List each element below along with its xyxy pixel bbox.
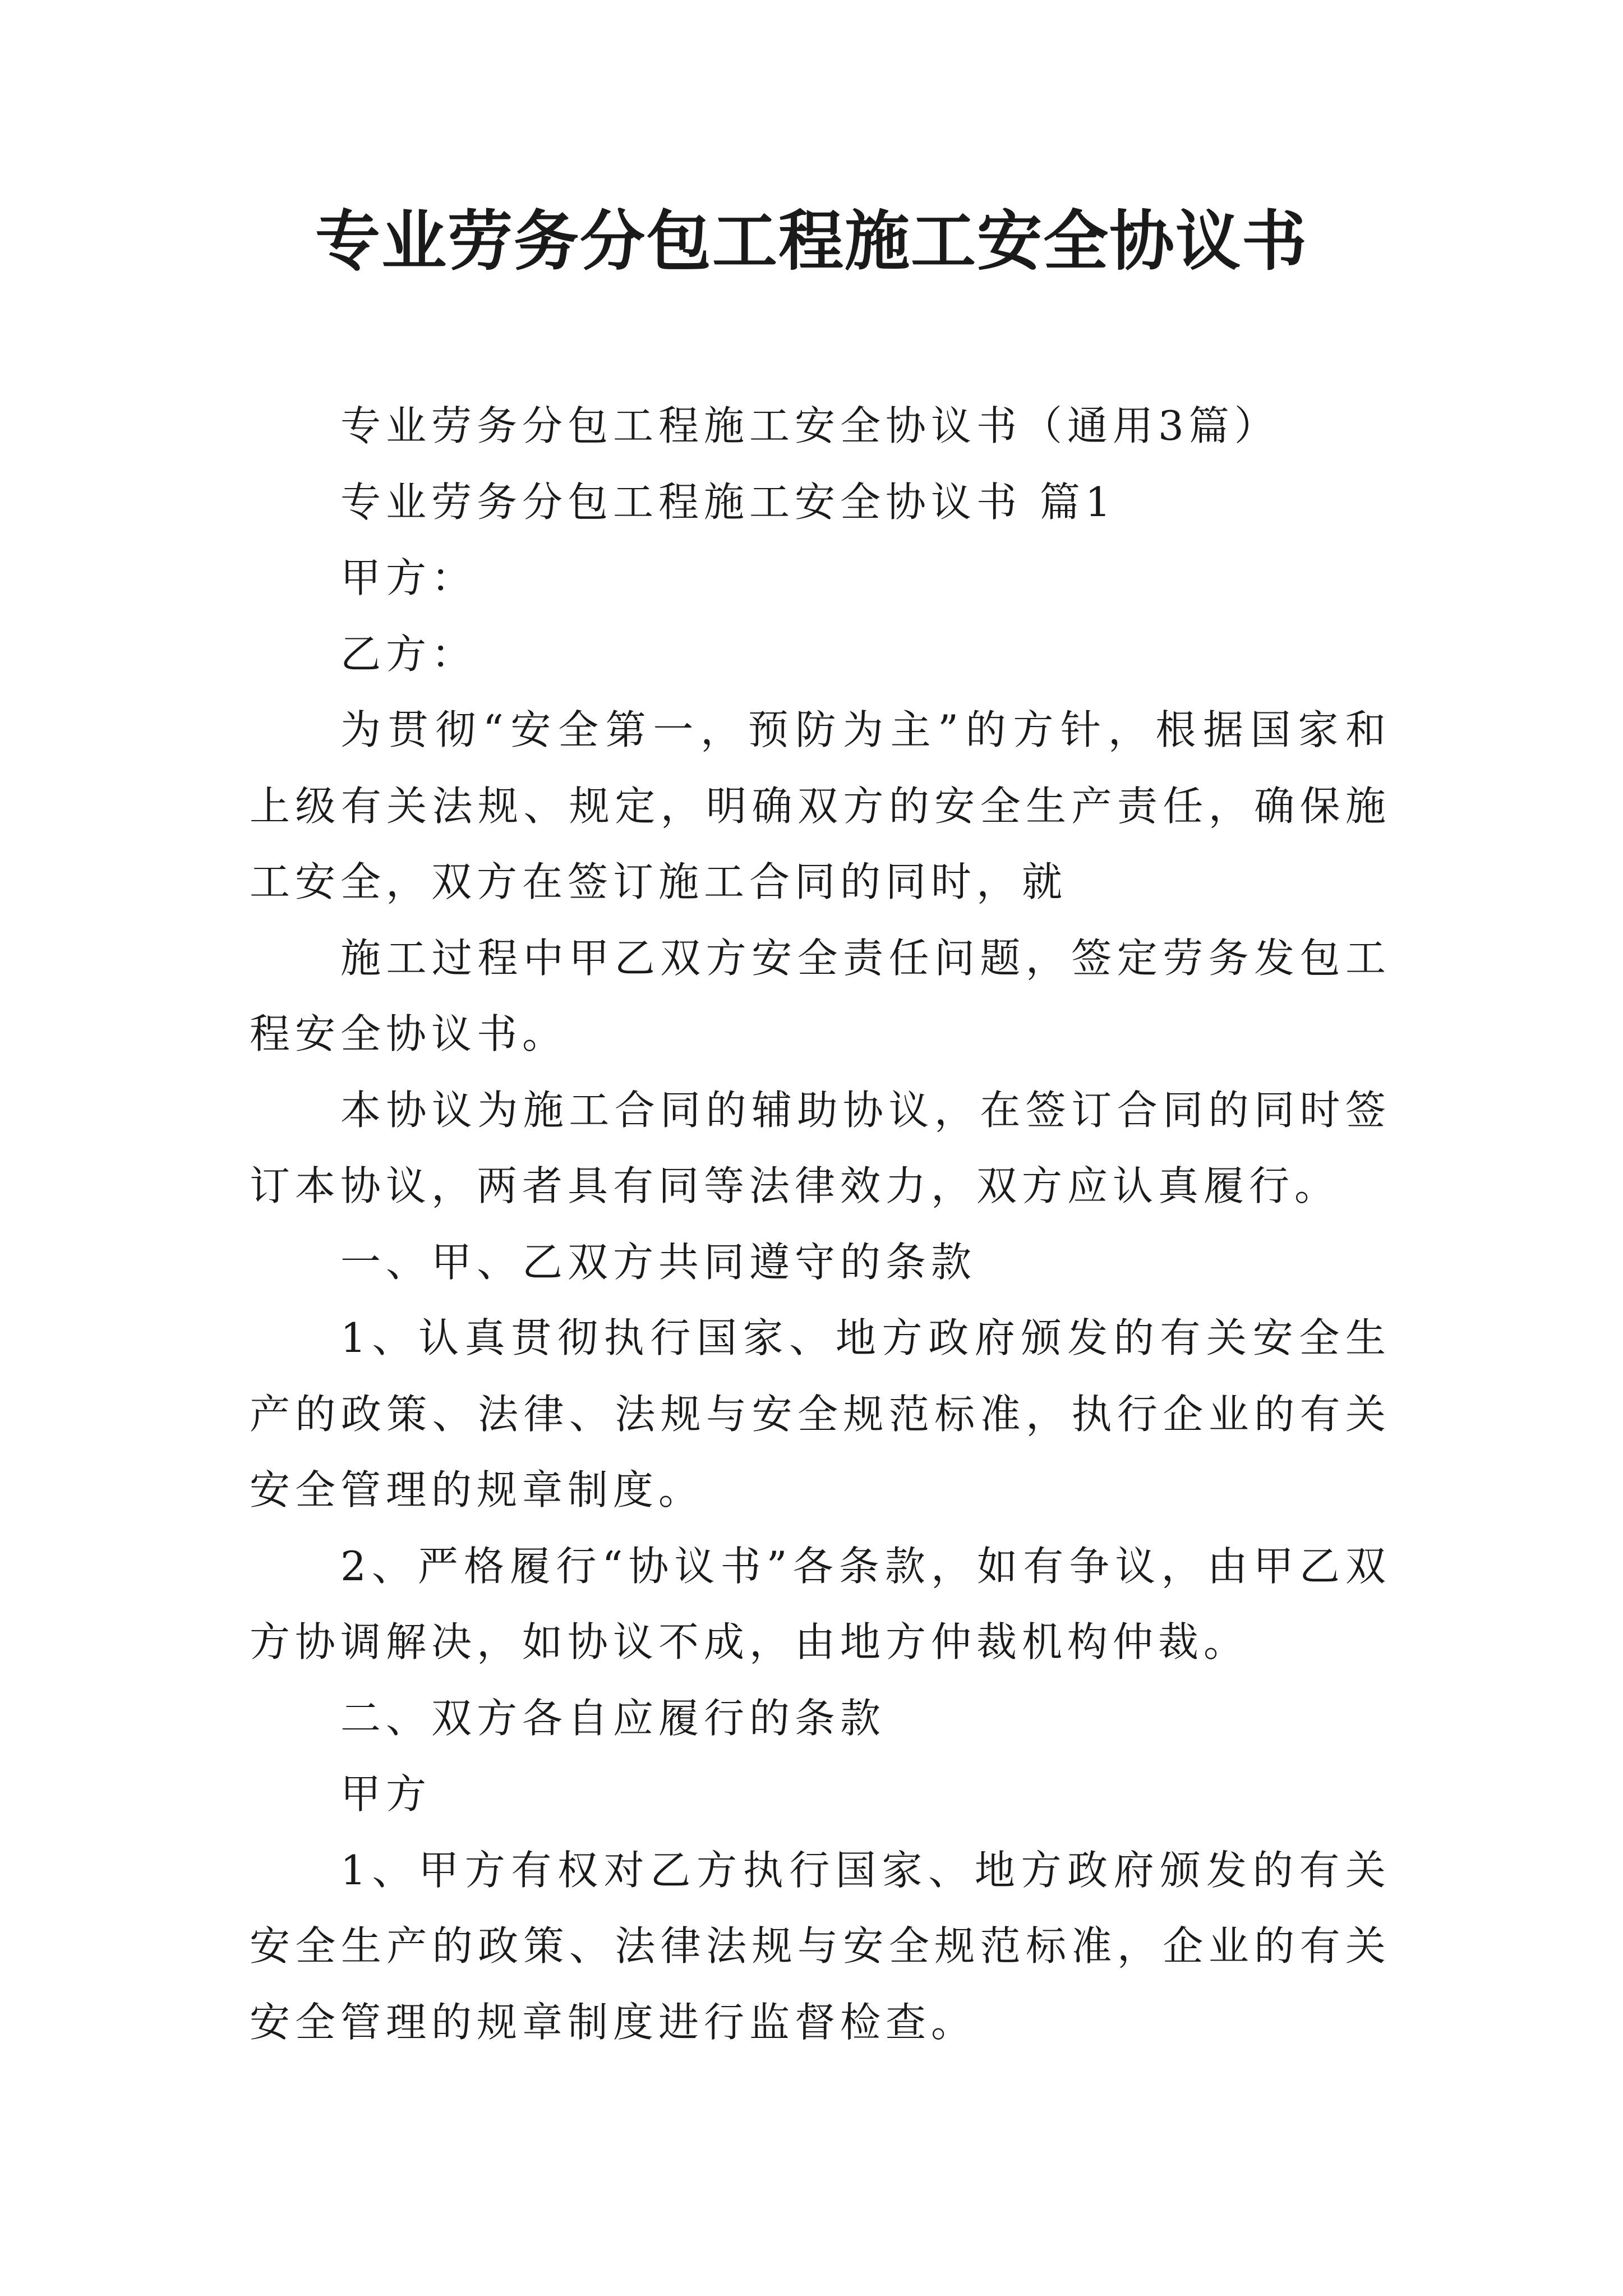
clause-item: 1、甲方有权对乙方执行国家、地方政府颁发的有关安全生产的政策、法律法规与安全规范标准，企业的有关安全管理的规章制度进行监督检查。 (250, 1846, 1391, 2046)
clause-heading: 一、甲、乙双方共同遵守的条款 (340, 1238, 977, 1286)
body-paragraph: 为贯彻“安全第一，预防为主”的方针，根据国家和上级有关法规、规定，明确双方的安全生产责任，确保施工安全，双方在签订施工合同的同时，就 (250, 706, 1391, 905)
party-heading: 甲方 (340, 1770, 432, 1818)
body-paragraph: 本协议为施工合同的辅助协议，在签订合同的同时签订本协议，两者具有同等法律效力，双方应认真履行。 (250, 1086, 1391, 1209)
section-heading: 专业劳务分包工程施工安全协议书 篇1 (340, 478, 1116, 526)
body-paragraph: 施工过程中甲乙双方安全责任问题，签定劳务发包工程安全协议书。 (250, 934, 1391, 1057)
clause-item: 2、严格履行“协议书”各条款，如有争议，由甲乙双方协调解决，如协议不成，由地方仲裁机构仲裁。 (250, 1542, 1391, 1665)
party-a-line: 甲方： (340, 554, 477, 601)
clause-heading: 二、双方各自应履行的条款 (340, 1694, 886, 1742)
party-b-line: 乙方： (340, 630, 477, 678)
subtitle-paragraph: 专业劳务分包工程施工安全协议书（通用3篇） (340, 402, 1280, 449)
document-title: 专业劳务分包工程施工安全协议书 (315, 203, 1308, 279)
clause-item: 1、认真贯彻执行国家、地方政府颁发的有关安全生产的政策、法律、法规与安全规范标准，执行企业的有关安全管理的规章制度。 (250, 1314, 1391, 1513)
document-body (250, 388, 1391, 2060)
